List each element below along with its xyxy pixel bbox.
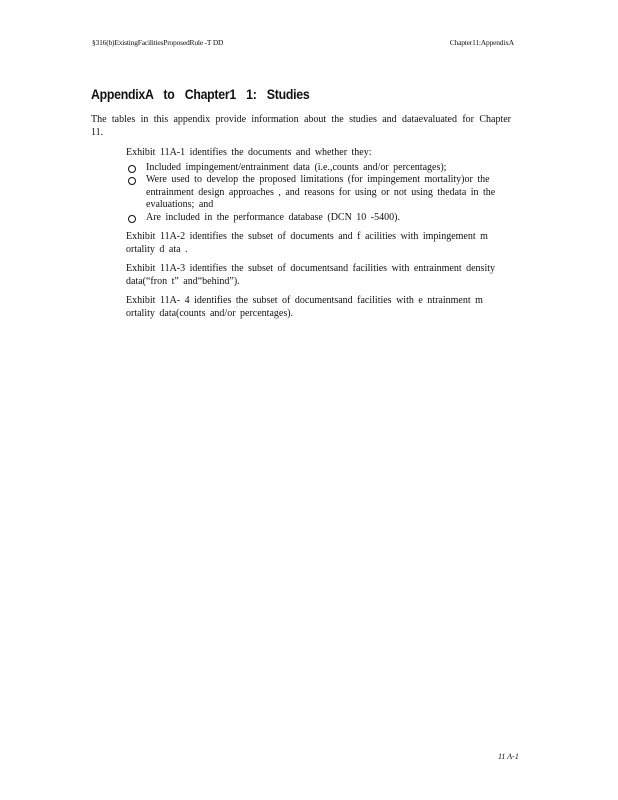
sub-list-item-text: Included impingement/entrainment data (i.e.,counts and/or percentages); xyxy=(146,161,447,173)
sub-list-item xyxy=(126,212,513,225)
exhibit-list xyxy=(108,147,513,327)
list-item-text: Exhibit 11A- 4 identifies the subset of documentsand facilities with e ntrainment m ortality data(counts and/or percentages). xyxy=(126,295,483,319)
list-item xyxy=(108,295,513,320)
appendix-title: AppendixA to Chapter1 1: Studies xyxy=(91,86,310,102)
sub-list-item-text: Are included in the performance database (DCN 10 -5400). xyxy=(146,211,400,223)
sub-list-item xyxy=(126,162,513,175)
intro-paragraph: The tables in this appendix provide information about the studies and dataevaluated for Chapter 11. xyxy=(91,114,511,138)
page-header xyxy=(92,38,514,50)
circle-bullet-icon xyxy=(128,177,136,185)
list-item-text: Exhibit 11A-1 identifies the documents and whether they: xyxy=(126,147,372,158)
sub-list-item xyxy=(126,174,513,212)
list-item xyxy=(108,147,513,224)
header-right-text: Chapter11:AppendixA xyxy=(449,38,514,47)
circle-bullet-icon xyxy=(128,215,136,223)
sub-list-item-text: Were used to develop the proposed limitations (for impingement mortality)or the entrainment design approaches , and reasons for using or not using thedata in the evaluations; and xyxy=(146,174,496,210)
list-item-text: Exhibit 11A-2 identifies the subset of documents and f acilities with impingement m ortality d ata . xyxy=(126,231,488,255)
header-left-text: §316(b)ExistingFacilitiesProposedRule -T DD xyxy=(92,38,224,47)
list-item xyxy=(108,263,513,288)
page-number: 11 A-1 xyxy=(498,752,519,761)
list-item-text: Exhibit 11A-3 identifies the subset of documentsand facilities with entrainment density data(“fron t” and“behind”). xyxy=(126,263,495,287)
circle-bullet-icon xyxy=(128,165,136,173)
sub-list xyxy=(126,162,513,225)
list-item xyxy=(108,231,513,256)
